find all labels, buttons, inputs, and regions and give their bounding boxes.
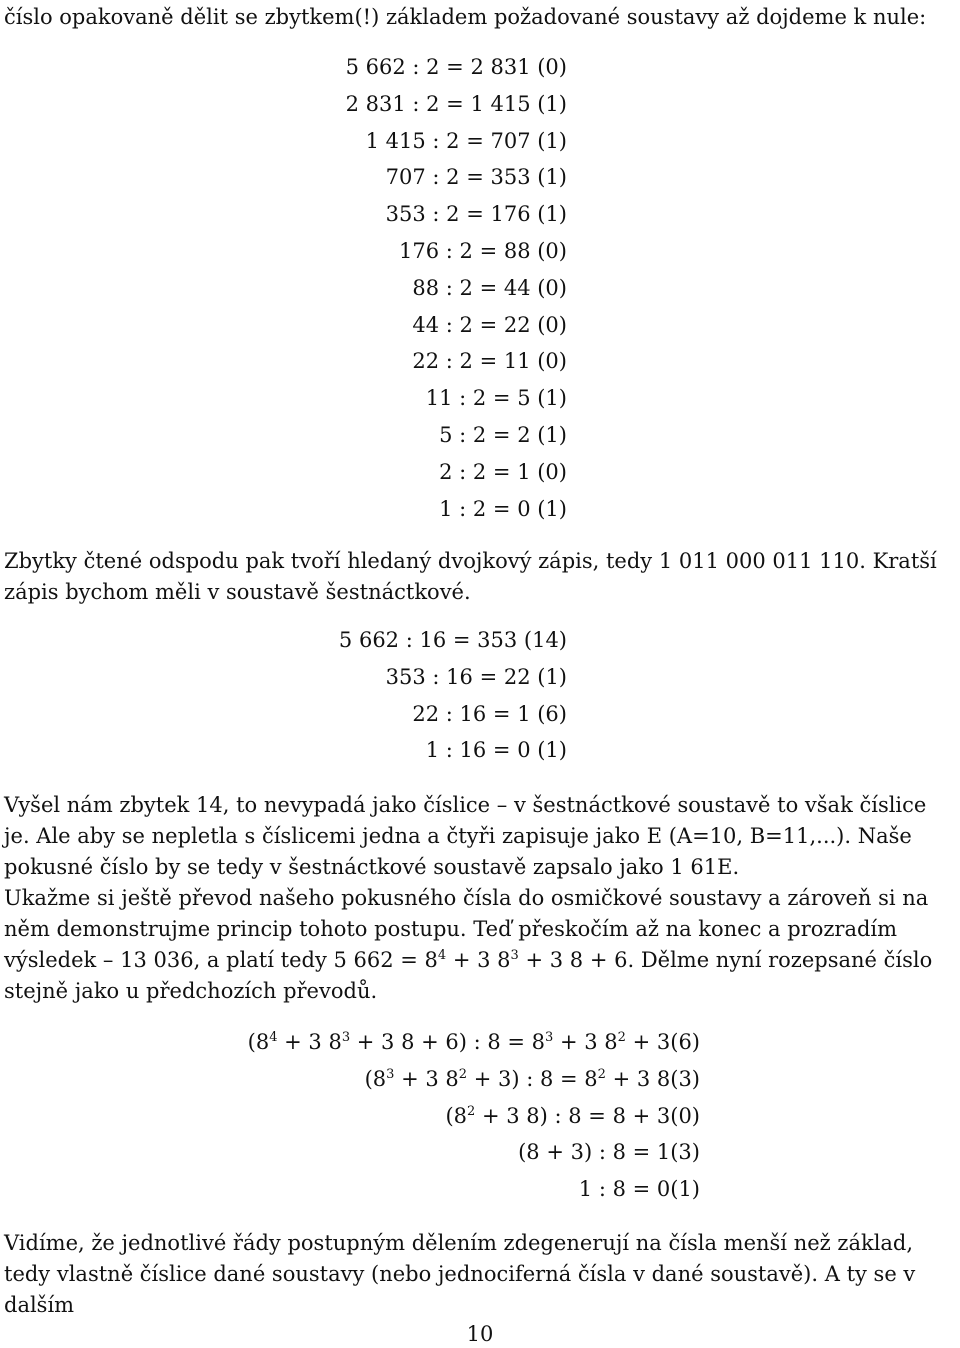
octal-intro-after: + 3 8 + 6. Dělme nyní rozepsané číslo stejně jako u předchozích převodů. (4, 948, 933, 1003)
octal-division-row (248, 1061, 700, 1098)
binary-division-row: 1 : 2 = 0 (1) (439, 496, 567, 521)
page-number: 10 (466, 1322, 494, 1346)
octal-intro-mid1: + 3 8 (446, 948, 511, 972)
hex-division-row: 22 : 16 = 1 (6) (412, 701, 567, 726)
expression-part: 1 : 8 = 0(1) (578, 1177, 700, 1202)
expression-part: + 3 8 + 6) : 8 = 8 (350, 1030, 546, 1054)
expression-part: + 3 8 (394, 1066, 459, 1091)
binary-division-row: 5 662 : 2 = 2 831 (0) (345, 55, 567, 79)
binary-division-row: 2 : 2 = 1 (0) (439, 459, 567, 484)
octal-intro-before: Ukažme si ještě převod našeho pokusného čísla do osmičkové soustavy a zároveň si na něm demonstrujme princip tohoto postupu. Teď přeskočím až na konec a prozradím výsledek – 13 036, a platí tedy 5 662 = 8 (4, 886, 929, 972)
binary-division-row: 2 831 : 2 = 1 415 (1) (345, 91, 567, 116)
exponent: 4 (269, 1030, 278, 1045)
hex-division-row: 1 : 16 = 0 (1) (425, 738, 567, 763)
octal-division-row (248, 1024, 700, 1061)
expression-part: + 3(6) (625, 1030, 700, 1054)
octal-division-block (248, 1024, 700, 1208)
expression-part: + 3 8) : 8 = 8 + 3(0) (475, 1103, 700, 1128)
octal-division-row (248, 1171, 700, 1208)
expression-part: + 3) : 8 = 8 (467, 1066, 598, 1091)
octal-division-row (248, 1098, 700, 1135)
octal-intro-exp2: 3 (510, 948, 519, 963)
binary-division-row: 707 : 2 = 353 (1) (385, 165, 567, 190)
hex-division-row: 5 662 : 16 = 353 (14) (338, 628, 567, 652)
binary-division-row: 44 : 2 = 22 (0) (412, 312, 567, 337)
expression-part: (8 (247, 1030, 270, 1054)
paragraph-conclusion: Vidíme, že jednotlivé řády postupným dělením zdegenerují na čísla menší než základ, tedy vlastně číslice dané soustavy (nebo jednociferná čísla v dané soustavě). A ty se v dalším (4, 1231, 916, 1317)
paragraph-intro: číslo opakovaně dělit se zbytkem(!) základem požadované soustavy až dojdeme k nule: (4, 5, 927, 29)
expression-part: + 3 8(3) (605, 1066, 700, 1091)
hex-division-row: 353 : 16 = 22 (1) (385, 664, 567, 689)
binary-division-row: 176 : 2 = 88 (0) (399, 238, 567, 263)
binary-division-row: 5 : 2 = 2 (1) (439, 422, 567, 447)
exponent: 2 (617, 1030, 626, 1045)
exponent: 2 (458, 1066, 468, 1082)
exponent: 2 (467, 1103, 476, 1119)
hex-division-block (339, 622, 567, 769)
exponent: 3 (545, 1030, 554, 1045)
expression-part: (8 (445, 1103, 468, 1128)
binary-division-row: 1 415 : 2 = 707 (1) (365, 128, 567, 153)
expression-part: (8 (364, 1066, 387, 1091)
expression-part: + 3 8 (277, 1030, 342, 1054)
binary-division-row: 11 : 2 = 5 (1) (425, 386, 567, 411)
binary-division-row: 88 : 2 = 44 (0) (412, 275, 567, 300)
exponent: 2 (597, 1066, 606, 1082)
paragraph-octal-intro (4, 883, 958, 1007)
binary-division-block (346, 49, 567, 527)
paragraph-binary-result: Zbytky čtené odspodu pak tvoří hledaný dvojkový zápis, tedy 1 011 000 011 110. Kratší zápis bychom měli v soustavě šestnáctkové. (4, 549, 937, 604)
octal-intro-exp1: 4 (437, 948, 447, 963)
binary-division-row: 353 : 2 = 176 (1) (385, 202, 567, 227)
binary-division-row: 22 : 2 = 11 (0) (412, 349, 567, 374)
expression-part: + 3 8 (553, 1030, 618, 1054)
exponent: 3 (341, 1030, 351, 1045)
paragraph-hex-result: Vyšel nám zbytek 14, to nevypadá jako číslice – v šestnáctkové soustavě to však číslice je. Ale aby se nepletla s číslicemi jedna a čtyři zapisuje jako E (A=10, B=11,...). Naše pokusné číslo by se tedy v šestnáctkové soustavě zapsalo jako 1 61E. (4, 793, 927, 879)
expression-part: (8 + 3) : 8 = 1(3) (518, 1140, 700, 1165)
exponent: 3 (386, 1066, 395, 1082)
octal-division-row (248, 1134, 700, 1171)
